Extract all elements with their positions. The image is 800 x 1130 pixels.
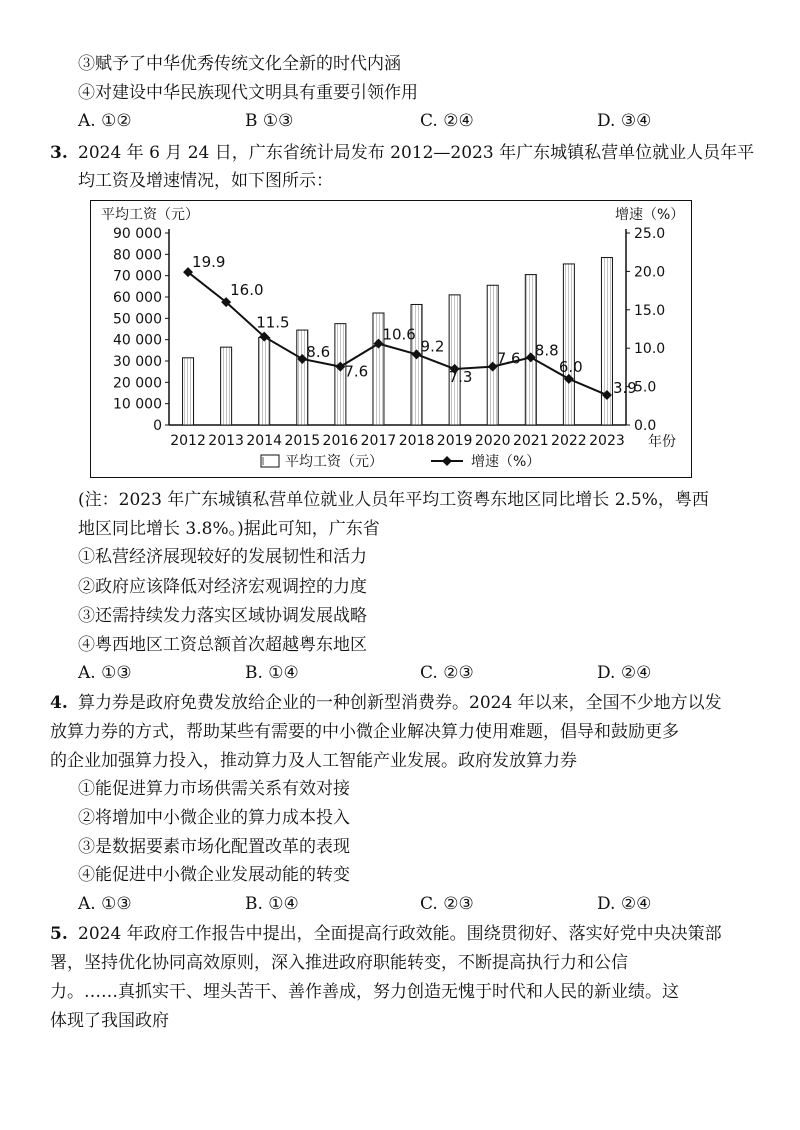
- q3-stem-line2: 均工资及增速情况，如下图所示：: [78, 171, 333, 191]
- wage-bar: [259, 338, 270, 425]
- right-tick-label: 0.0: [634, 418, 657, 434]
- x-tick-label: 2021: [512, 433, 549, 449]
- wage-chart-svg: [91, 201, 691, 477]
- prev-option-d: D. ③④: [597, 111, 652, 131]
- q4-stem-line3: 的企业加强算力投入，推动算力及人工智能产业发展。政府发放算力券: [50, 751, 577, 771]
- growth-data-label: 8.6: [306, 342, 331, 361]
- right-axis-title: 增速（%）: [615, 207, 685, 223]
- left-tick-label: 30 000: [113, 354, 162, 370]
- wage-bar: [183, 358, 194, 425]
- x-tick-label: 2019: [436, 433, 473, 449]
- x-axis-title: 年份: [648, 434, 676, 450]
- x-tick-label: 2013: [208, 433, 244, 449]
- x-tick-label: 2020: [474, 433, 511, 449]
- growth-data-label: 16.0: [230, 281, 264, 300]
- legend-bar-label: 平均工资（元）: [285, 454, 383, 470]
- q3-number: 3.: [50, 143, 68, 163]
- x-tick-label: 2023: [589, 433, 625, 449]
- growth-data-label: 6.0: [558, 357, 583, 376]
- right-tick-label: 5.0: [634, 379, 657, 396]
- q4-item-4: ④能促进中小微企业发展动能的转变: [78, 865, 350, 885]
- q3-note-line1: (注：2023 年广东城镇私营单位就业人员年平均工资粤东地区同比增长 2.5%，粤西: [78, 490, 709, 510]
- wage-bar: [563, 264, 574, 425]
- q3-item-1: ①私营经济展现较好的发展韧性和活力: [78, 547, 367, 567]
- growth-data-label: 11.5: [256, 313, 290, 332]
- left-tick-label: 20 000: [113, 375, 162, 392]
- q4-option-a: A. ①③: [78, 894, 132, 914]
- q3-option-a: A. ①③: [78, 663, 132, 683]
- wage-bar: [449, 295, 460, 425]
- growth-data-label: 9.2: [420, 337, 445, 356]
- growth-data-label: 8.8: [534, 341, 559, 360]
- q3-option-d: D. ②④: [597, 663, 652, 683]
- q3-note-line2: 地区同比增长 3.8%。)据此可知，广东省: [78, 519, 380, 539]
- left-tick-label: 40 000: [113, 332, 162, 349]
- q5-stem-line3: 力。……真抓实干、埋头苦干、善作善成，努力创造无愧于时代和人民的新业绩。这: [50, 982, 679, 1002]
- wage-bar: [221, 347, 232, 425]
- growth-data-label: 19.9: [192, 253, 226, 272]
- prev-item-3: ③赋予了中华优秀传统文化全新的时代内涵: [78, 54, 401, 74]
- q3-item-2: ②政府应该降低对经济宏观调控的力度: [78, 577, 367, 597]
- q3-stem-line1: 2024 年 6 月 24 日，广东省统计局发布 2012—2023 年广东城镇私营单位就业人员年平: [78, 143, 755, 163]
- x-tick-label: 2018: [398, 433, 435, 449]
- x-tick-label: 2022: [551, 433, 587, 449]
- growth-data-label: 10.6: [382, 325, 416, 344]
- legend-line-marker: [442, 456, 452, 466]
- legend-bar-swatch: [261, 455, 279, 467]
- q4-item-3: ③是数据要素市场化配置改革的表现: [78, 837, 350, 857]
- left-tick-label: 80 000: [113, 247, 162, 264]
- prev-option-b: B ①③: [245, 111, 294, 131]
- q4-stem-line2: 放算力券的方式，帮助某些有需要的中小微企业解决算力使用难题，倡导和鼓励更多: [50, 722, 679, 742]
- q4-stem-line1: 算力券是政府免费发放给企业的一种创新型消费券。2024 年以来，全国不少地方以发: [78, 693, 722, 713]
- right-tick-label: 25.0: [634, 226, 666, 242]
- left-tick-label: 70 000: [113, 268, 162, 285]
- q4-option-d: D. ②④: [597, 894, 652, 914]
- x-tick-label: 2012: [170, 433, 206, 449]
- q5-stem-line4: 体现了我国政府: [50, 1011, 169, 1031]
- q4-number: 4.: [50, 693, 68, 713]
- right-tick-label: 10.0: [634, 341, 666, 358]
- right-tick-label: 15.0: [634, 302, 666, 319]
- q4-option-c: C. ②③: [420, 894, 474, 914]
- legend-line-label: 增速（%）: [471, 454, 541, 470]
- left-tick-label: 90 000: [113, 226, 162, 242]
- q3-item-4: ④粤西地区工资总额首次超越粤东地区: [78, 635, 367, 655]
- wage-chart: [90, 200, 692, 478]
- x-tick-label: 2017: [360, 433, 397, 449]
- x-tick-label: 2014: [246, 433, 283, 449]
- q5-stem-line2: 署，坚持优化协同高效原则，深入推进政府职能转变，不断提高执行力和公信: [50, 953, 628, 973]
- prev-option-c: C. ②④: [420, 111, 474, 131]
- prev-option-a: A. ①②: [78, 111, 132, 131]
- growth-data-label: 7.6: [496, 349, 521, 368]
- q3-option-b: B. ①④: [245, 663, 299, 683]
- q3-item-3: ③还需持续发力落实区域协调发展战略: [78, 606, 367, 626]
- right-tick-label: 20.0: [634, 264, 666, 281]
- left-tick-label: 10 000: [113, 396, 162, 413]
- x-tick-label: 2015: [284, 433, 321, 449]
- growth-data-label: 7.6: [344, 362, 369, 381]
- q5-stem-line1: 2024 年政府工作报告中提出，全面提高行政效能。围绕贯彻好、落实好党中央决策部: [78, 924, 722, 944]
- q5-number: 5.: [50, 924, 68, 944]
- wage-bar: [411, 304, 422, 425]
- prev-item-4: ④对建设中华民族现代文明具有重要引领作用: [78, 83, 418, 103]
- q4-item-1: ①能促进算力市场供需关系有效对接: [78, 779, 350, 799]
- left-tick-label: 60 000: [113, 290, 162, 306]
- growth-data-label: 7.3: [448, 367, 473, 386]
- q4-option-b: B. ①④: [245, 894, 299, 914]
- q4-item-2: ②将增加中小微企业的算力成本投入: [78, 808, 350, 828]
- x-tick-label: 2016: [322, 433, 359, 449]
- left-tick-label: 50 000: [113, 311, 162, 328]
- left-tick-label: 0: [153, 418, 162, 434]
- left-axis-title: 平均工资（元）: [101, 207, 199, 223]
- q3-option-c: C. ②③: [420, 663, 474, 683]
- growth-data-label: 3.9: [612, 379, 637, 398]
